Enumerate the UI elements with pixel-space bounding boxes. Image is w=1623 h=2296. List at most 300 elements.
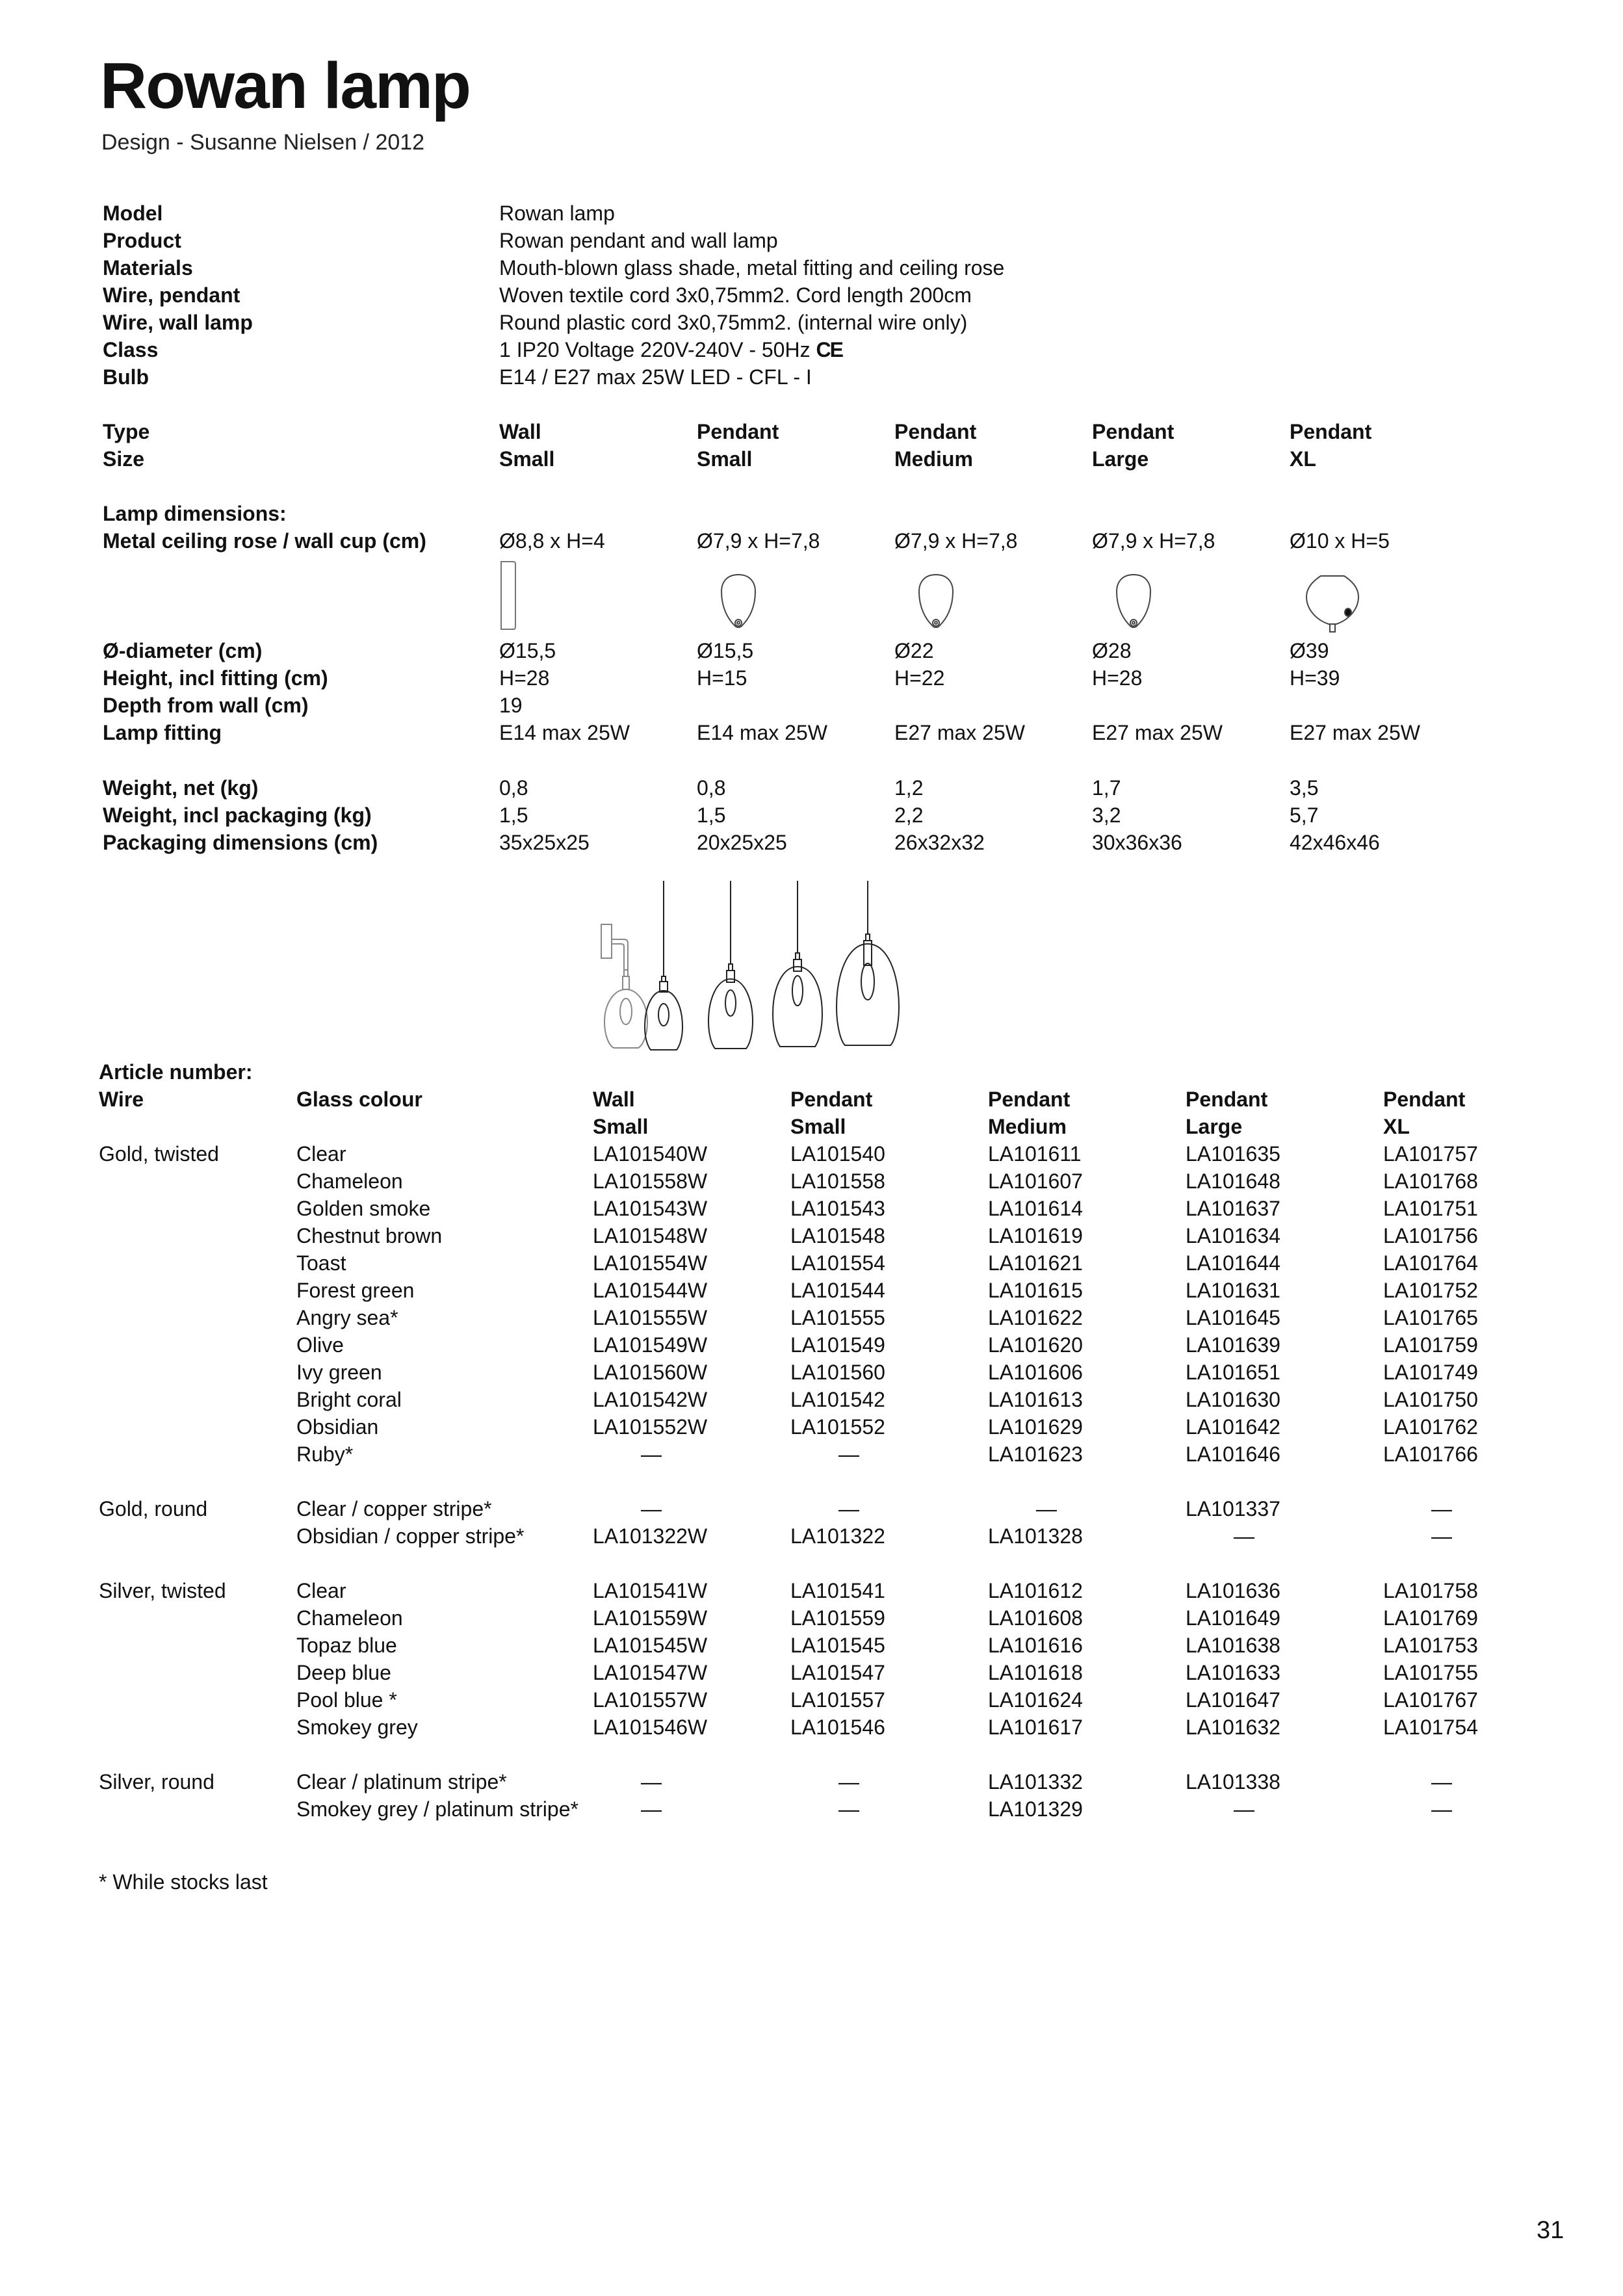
glass-colour: Obsidian <box>296 1415 379 1439</box>
column-size-header: Medium <box>988 1115 1067 1138</box>
article-code <box>988 1359 1118 1386</box>
article-code <box>1186 1195 1316 1222</box>
unavailable-dash <box>790 1495 920 1522</box>
dimension-value: H=39 <box>1290 666 1340 690</box>
article-code-text: LA101614 <box>988 1197 1083 1220</box>
article-code-text: — <box>838 1497 859 1520</box>
article-code <box>988 1795 1118 1823</box>
article-code-text: LA101615 <box>988 1279 1083 1302</box>
size-value: Small <box>499 447 555 471</box>
type-value: Pendant <box>697 420 779 443</box>
article-code-text: LA101764 <box>1383 1251 1478 1275</box>
article-code <box>790 1386 920 1413</box>
unavailable-dash <box>1186 1522 1316 1550</box>
glass-colour: Deep blue <box>296 1661 391 1684</box>
glass-colour: Clear / copper stripe* <box>296 1497 492 1520</box>
article-code <box>988 1277 1118 1304</box>
article-code <box>790 1577 920 1604</box>
article-code-text: — <box>1431 1524 1452 1548</box>
article-code-text: LA101769 <box>1383 1606 1478 1630</box>
article-code-text: LA101619 <box>988 1224 1083 1247</box>
weight-value: 3,2 <box>1092 803 1121 827</box>
article-code-text: LA101552 <box>790 1415 885 1439</box>
article-code-text: LA101646 <box>1186 1442 1280 1466</box>
article-code <box>1186 1386 1316 1413</box>
article-code-text: — <box>641 1797 662 1821</box>
spec-value-text: Mouth-blown glass shade, metal fitting and ceiling rose <box>499 256 1005 280</box>
article-code <box>593 1140 723 1168</box>
glass-colour: Pool blue * <box>296 1688 397 1712</box>
rose-label: Metal ceiling rose / wall cup (cm) <box>103 529 426 553</box>
article-code-text: LA101611 <box>988 1142 1082 1166</box>
article-code-text: LA101624 <box>988 1688 1083 1712</box>
article-code <box>790 1413 920 1441</box>
glass-colour: Golden smoke <box>296 1197 431 1220</box>
article-code-text: LA101552W <box>593 1415 708 1439</box>
spec-value-text: Rowan pendant and wall lamp <box>499 229 778 252</box>
weight-value: 0,8 <box>697 776 726 800</box>
article-code <box>988 1659 1118 1686</box>
article-code-text: — <box>1431 1797 1452 1821</box>
dimension-value: E14 max 25W <box>499 721 630 744</box>
article-code-text: LA101613 <box>988 1388 1083 1411</box>
dimension-label: Height, incl fitting (cm) <box>103 666 328 690</box>
unavailable-dash <box>1383 1768 1513 1795</box>
glass-colour: Obsidian / copper stripe* <box>296 1524 525 1548</box>
wire-group-label: Gold, twisted <box>99 1142 219 1166</box>
page-number: 31 <box>1537 2217 1565 2244</box>
article-code <box>988 1714 1118 1741</box>
weight-value: 20x25x25 <box>697 831 787 854</box>
article-code-text: LA101548 <box>790 1224 885 1247</box>
article-code <box>1383 1386 1513 1413</box>
article-code <box>593 1604 723 1632</box>
article-code <box>988 1441 1118 1468</box>
article-code-text: LA101651 <box>1186 1361 1280 1384</box>
article-code-text: LA101622 <box>988 1306 1083 1329</box>
dimension-label: Ø-diameter (cm) <box>103 639 263 662</box>
wall-lamp-icon <box>601 924 647 1048</box>
rose-value: Ø7,9 x H=7,8 <box>697 529 820 553</box>
article-code-text: LA101752 <box>1383 1279 1478 1302</box>
spec-value-text: Woven textile cord 3x0,75mm2. Cord length 200cm <box>499 283 972 307</box>
unavailable-dash <box>790 1768 920 1795</box>
size-value: Small <box>697 447 753 471</box>
article-code-text: LA101337 <box>1186 1497 1280 1520</box>
article-code-text: LA101768 <box>1383 1169 1478 1193</box>
weight-value: 5,7 <box>1290 803 1319 827</box>
weight-value: 2,2 <box>894 803 924 827</box>
article-code-text: LA101558W <box>593 1169 708 1193</box>
unavailable-dash <box>790 1441 920 1468</box>
ce-mark-icon: CE <box>816 338 842 361</box>
article-code-text: — <box>641 1497 662 1520</box>
article-code <box>593 1359 723 1386</box>
article-code <box>1383 1195 1513 1222</box>
weight-label: Packaging dimensions (cm) <box>103 831 378 854</box>
article-code-text: LA101549 <box>790 1333 885 1357</box>
column-size-header: Small <box>593 1115 649 1138</box>
article-code <box>1383 1140 1513 1168</box>
article-code-text: LA101557 <box>790 1688 885 1712</box>
unavailable-dash <box>1383 1495 1513 1522</box>
article-code-text: LA101540 <box>790 1142 885 1166</box>
article-code-text: LA101617 <box>988 1715 1083 1739</box>
article-code-text: LA101543 <box>790 1197 885 1220</box>
weight-value: 0,8 <box>499 776 528 800</box>
article-code-text: — <box>838 1442 859 1466</box>
article-code <box>1383 1222 1513 1249</box>
glass-colour: Topaz blue <box>296 1634 397 1657</box>
article-code <box>1383 1359 1513 1386</box>
spec-label: Product <box>103 229 181 252</box>
article-code-text: LA101554W <box>593 1251 708 1275</box>
column-type-header: Pendant <box>1186 1088 1268 1111</box>
article-code-text: LA101630 <box>1186 1388 1280 1411</box>
article-code-text: LA101645 <box>1186 1306 1280 1329</box>
article-code-text: — <box>1234 1524 1254 1548</box>
weight-value: 35x25x25 <box>499 831 590 854</box>
article-code <box>1383 1686 1513 1714</box>
spec-label: Bulb <box>103 365 149 389</box>
article-code <box>593 1277 723 1304</box>
article-code <box>1186 1222 1316 1249</box>
article-code <box>988 1140 1118 1168</box>
article-code <box>1383 1413 1513 1441</box>
article-code-text: LA101618 <box>988 1661 1083 1684</box>
dimension-value: H=15 <box>697 666 747 690</box>
type-value: Pendant <box>894 420 977 443</box>
article-code <box>1186 1441 1316 1468</box>
article-code-text: LA101647 <box>1186 1688 1280 1712</box>
article-code-text: LA101767 <box>1383 1688 1478 1712</box>
article-code <box>1383 1604 1513 1632</box>
article-code-text: LA101332 <box>988 1770 1083 1794</box>
article-code <box>1383 1714 1513 1741</box>
article-code <box>790 1632 920 1659</box>
article-code-text: — <box>1431 1770 1452 1794</box>
article-code-text: LA101758 <box>1383 1579 1478 1602</box>
article-code <box>790 1714 920 1741</box>
weight-label: Weight, incl packaging (kg) <box>103 803 372 827</box>
article-code <box>790 1222 920 1249</box>
unavailable-dash <box>593 1441 723 1468</box>
article-code-text: LA101542W <box>593 1388 708 1411</box>
article-code-text: LA101541 <box>790 1579 885 1602</box>
article-code-text: LA101555W <box>593 1306 708 1329</box>
footnote: * While stocks last <box>99 1870 268 1894</box>
article-code <box>988 1195 1118 1222</box>
article-code-text: LA101558 <box>790 1169 885 1193</box>
article-code-text: LA101636 <box>1186 1579 1280 1602</box>
unavailable-dash <box>790 1795 920 1823</box>
glass-colour: Ruby* <box>296 1442 354 1466</box>
article-code <box>593 1249 723 1277</box>
weight-value: 1,5 <box>499 803 528 827</box>
weight-value: 1,7 <box>1092 776 1121 800</box>
article-code-text: LA101322W <box>593 1524 708 1548</box>
article-code <box>593 1522 723 1550</box>
pendant-lamp-medium-icon <box>708 881 753 1049</box>
glass-colour: Bright coral <box>296 1388 402 1411</box>
spec-value-text: E14 / E27 max 25W LED - CFL - I <box>499 365 812 389</box>
article-code <box>790 1140 920 1168</box>
article-code <box>1383 1632 1513 1659</box>
article-code-text: LA101629 <box>988 1415 1083 1439</box>
spec-label: Wire, wall lamp <box>103 311 253 334</box>
article-code-text: LA101634 <box>1186 1224 1280 1247</box>
column-type-header: Pendant <box>790 1088 873 1111</box>
article-code <box>1186 1413 1316 1441</box>
article-code <box>1383 1168 1513 1195</box>
article-code-text: — <box>1431 1497 1452 1520</box>
lamp-illustrations <box>0 0 1623 1105</box>
type-label: Type <box>103 420 150 443</box>
article-code-text: LA101559 <box>790 1606 885 1630</box>
article-code-text: LA101544W <box>593 1279 708 1302</box>
article-code <box>790 1359 920 1386</box>
dimension-value: H=28 <box>1092 666 1143 690</box>
size-value: Medium <box>894 447 973 471</box>
weight-value: 42x46x46 <box>1290 831 1380 854</box>
article-code-text: LA101546 <box>790 1715 885 1739</box>
glass-colour: Chameleon <box>296 1606 403 1630</box>
article-code-text: LA101555 <box>790 1306 885 1329</box>
article-code <box>593 1331 723 1359</box>
glass-colour: Olive <box>296 1333 344 1357</box>
spec-label: Model <box>103 202 163 225</box>
article-code <box>1383 1304 1513 1331</box>
designer-credit: Design - Susanne Nielsen / 2012 <box>101 130 425 155</box>
article-code-text: LA101547 <box>790 1661 885 1684</box>
unavailable-dash <box>593 1495 723 1522</box>
column-size-header: Small <box>790 1115 846 1138</box>
article-code <box>988 1331 1118 1359</box>
article-code-text: — <box>1234 1797 1254 1821</box>
article-code-text: LA101631 <box>1186 1279 1280 1302</box>
dimension-value: Ø28 <box>1092 639 1132 662</box>
article-code-text: LA101755 <box>1383 1661 1478 1684</box>
article-code-text: LA101648 <box>1186 1169 1280 1193</box>
article-code-text: LA101757 <box>1383 1142 1478 1166</box>
article-code <box>988 1168 1118 1195</box>
article-code <box>1383 1277 1513 1304</box>
article-code-text: LA101759 <box>1383 1333 1478 1357</box>
article-code-text: — <box>641 1770 662 1794</box>
weight-value: 26x32x32 <box>894 831 985 854</box>
article-code <box>1186 1277 1316 1304</box>
article-code-text: LA101621 <box>988 1251 1083 1275</box>
weight-value: 3,5 <box>1290 776 1319 800</box>
glass-colour: Angry sea* <box>296 1306 398 1329</box>
dimension-value: Ø15,5 <box>697 639 754 662</box>
wire-group-label: Silver, round <box>99 1770 214 1794</box>
article-code-text: LA101560 <box>790 1361 885 1384</box>
column-size-header: Large <box>1186 1115 1243 1138</box>
article-code <box>790 1277 920 1304</box>
article-code <box>1383 1441 1513 1468</box>
article-code-text: LA101642 <box>1186 1415 1280 1439</box>
wire-group-label: Gold, round <box>99 1497 208 1520</box>
article-code <box>1186 1659 1316 1686</box>
weight-value: 1,5 <box>697 803 726 827</box>
article-code-text: — <box>838 1770 859 1794</box>
article-code <box>988 1577 1118 1604</box>
article-code <box>790 1304 920 1331</box>
article-code <box>790 1331 920 1359</box>
glass-colour: Chameleon <box>296 1169 403 1193</box>
spec-label: Class <box>103 338 159 361</box>
size-value: Large <box>1092 447 1149 471</box>
article-code-text: LA101328 <box>988 1524 1083 1548</box>
article-code-text: LA101644 <box>1186 1251 1280 1275</box>
article-code-text: LA101620 <box>988 1333 1083 1357</box>
size-value: XL <box>1290 447 1316 471</box>
article-code-text: LA101554 <box>790 1251 885 1275</box>
unavailable-dash <box>1186 1795 1316 1823</box>
article-code-text: LA101765 <box>1383 1306 1478 1329</box>
article-code-text: LA101557W <box>593 1688 708 1712</box>
unavailable-dash <box>988 1495 1118 1522</box>
article-code-text: LA101749 <box>1383 1361 1478 1384</box>
article-code <box>988 1304 1118 1331</box>
glass-colour-header: Glass colour <box>296 1088 422 1111</box>
article-code <box>988 1222 1118 1249</box>
page-title: Rowan lamp <box>100 49 470 122</box>
weight-value: 30x36x36 <box>1092 831 1182 854</box>
column-type-header: Pendant <box>988 1088 1071 1111</box>
article-heading: Article number: <box>99 1060 253 1084</box>
rose-value: Ø8,8 x H=4 <box>499 529 605 553</box>
article-code-text: LA101608 <box>988 1606 1083 1630</box>
article-code-text: LA101545W <box>593 1634 708 1657</box>
column-type-header: Wall <box>593 1088 635 1111</box>
article-code <box>593 1413 723 1441</box>
article-code <box>790 1686 920 1714</box>
article-code <box>593 1659 723 1686</box>
article-code-text: LA101540W <box>593 1142 708 1166</box>
spec-value-text: 1 IP20 Voltage 220V-240V - 50Hz <box>499 338 811 361</box>
article-code-text: LA101632 <box>1186 1715 1280 1739</box>
dimension-value: E27 max 25W <box>894 721 1025 744</box>
article-code <box>1186 1304 1316 1331</box>
lamp-dimensions-heading: Lamp dimensions: <box>103 502 287 525</box>
article-code-text: LA101607 <box>988 1169 1083 1193</box>
article-code <box>593 1632 723 1659</box>
article-code-text: LA101559W <box>593 1606 708 1630</box>
dimension-label: Depth from wall (cm) <box>103 694 309 717</box>
dimension-value: 19 <box>499 694 523 717</box>
article-code <box>1186 1604 1316 1632</box>
article-code <box>593 1577 723 1604</box>
article-code-text: LA101753 <box>1383 1634 1478 1657</box>
article-code-text: LA101338 <box>1186 1770 1280 1794</box>
article-code-text: LA101548W <box>593 1224 708 1247</box>
article-code-text: — <box>1036 1497 1057 1520</box>
article-code <box>790 1195 920 1222</box>
article-code <box>593 1195 723 1222</box>
type-value: Wall <box>499 420 541 443</box>
rose-value: Ø7,9 x H=7,8 <box>1092 529 1215 553</box>
dimension-value: E14 max 25W <box>697 721 827 744</box>
article-code <box>1186 1168 1316 1195</box>
unavailable-dash <box>1383 1795 1513 1823</box>
article-code-text: LA101649 <box>1186 1606 1280 1630</box>
article-code-text: LA101322 <box>790 1524 885 1548</box>
unavailable-dash <box>593 1768 723 1795</box>
glass-colour: Clear / platinum stripe* <box>296 1770 507 1794</box>
dimension-value: H=28 <box>499 666 550 690</box>
dimension-value: E27 max 25W <box>1290 721 1420 744</box>
article-code <box>790 1659 920 1686</box>
article-code <box>1186 1249 1316 1277</box>
rose-value: Ø10 x H=5 <box>1290 529 1390 553</box>
pendant-lamp-large-icon <box>773 881 822 1047</box>
article-code-text: LA101754 <box>1383 1715 1478 1739</box>
article-code-text: LA101329 <box>988 1797 1083 1821</box>
article-code <box>1383 1249 1513 1277</box>
article-code-text: LA101766 <box>1383 1442 1478 1466</box>
article-code-text: LA101637 <box>1186 1197 1280 1220</box>
wire-header: Wire <box>99 1088 144 1111</box>
article-code <box>1186 1495 1316 1522</box>
article-code <box>1186 1577 1316 1604</box>
article-code-text: LA101544 <box>790 1279 885 1302</box>
article-code <box>593 1386 723 1413</box>
pendant-lamp-xl-icon <box>837 881 899 1045</box>
weight-label: Weight, net (kg) <box>103 776 259 800</box>
glass-colour: Clear <box>296 1579 346 1602</box>
article-code <box>1186 1714 1316 1741</box>
article-code <box>790 1522 920 1550</box>
article-code <box>593 1686 723 1714</box>
article-code <box>988 1522 1118 1550</box>
dimension-value: E27 max 25W <box>1092 721 1223 744</box>
article-code <box>790 1168 920 1195</box>
article-code-text: — <box>838 1797 859 1821</box>
article-code <box>988 1604 1118 1632</box>
article-code <box>988 1632 1118 1659</box>
glass-colour: Chestnut brown <box>296 1224 443 1247</box>
article-code-text: LA101751 <box>1383 1197 1478 1220</box>
article-code-text: LA101546W <box>593 1715 708 1739</box>
article-code <box>593 1714 723 1741</box>
article-code-text: LA101638 <box>1186 1634 1280 1657</box>
article-code <box>790 1604 920 1632</box>
article-code-text: LA101635 <box>1186 1142 1280 1166</box>
wire-group-label: Silver, twisted <box>99 1579 226 1602</box>
spec-label: Materials <box>103 256 193 280</box>
spec-value-text: Rowan lamp <box>499 202 615 225</box>
article-code-text: LA101547W <box>593 1661 708 1684</box>
unavailable-dash <box>1383 1522 1513 1550</box>
column-size-header: XL <box>1383 1115 1410 1138</box>
article-code-text: LA101560W <box>593 1361 708 1384</box>
article-code <box>1186 1331 1316 1359</box>
spec-value-text: Round plastic cord 3x0,75mm2. (internal wire only) <box>499 311 968 334</box>
unavailable-dash <box>593 1795 723 1823</box>
article-code-text: LA101543W <box>593 1197 708 1220</box>
article-code-text: LA101606 <box>988 1361 1083 1384</box>
article-code <box>1383 1659 1513 1686</box>
article-code-text: LA101541W <box>593 1579 708 1602</box>
rose-value: Ø7,9 x H=7,8 <box>894 529 1018 553</box>
article-code <box>593 1222 723 1249</box>
dimension-value: Ø22 <box>894 639 934 662</box>
article-code <box>1186 1768 1316 1795</box>
size-label: Size <box>103 447 145 471</box>
dimension-value: Ø39 <box>1290 639 1329 662</box>
